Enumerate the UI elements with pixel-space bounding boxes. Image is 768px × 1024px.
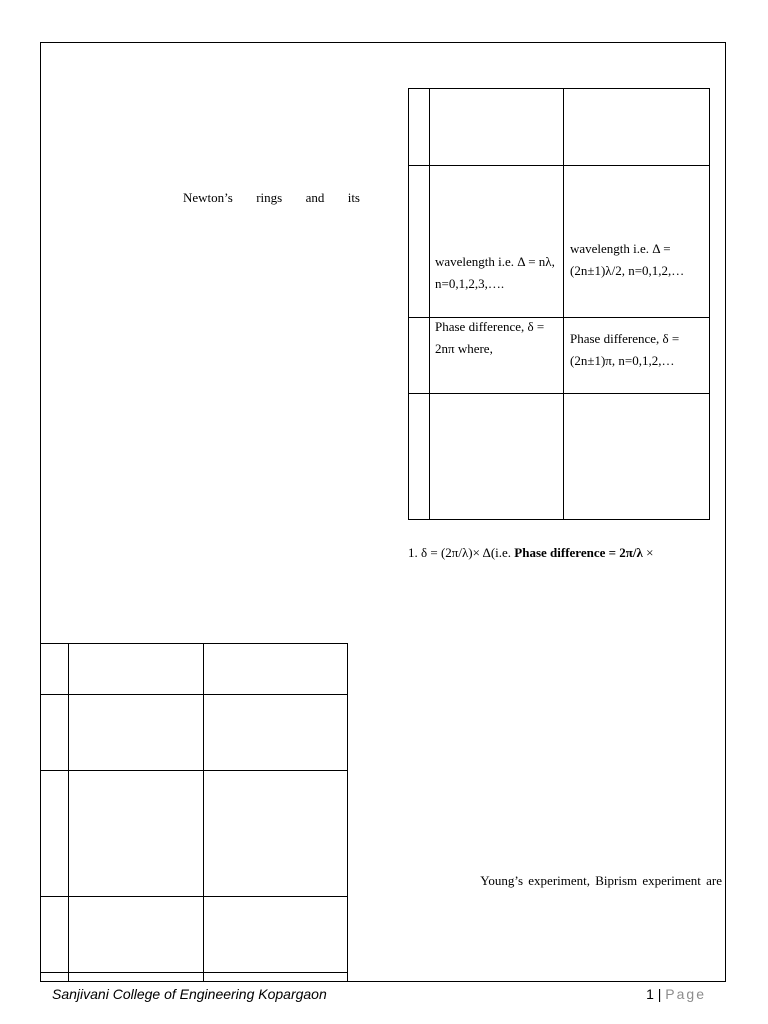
page-word: Page xyxy=(665,986,706,1002)
comparison-table-bottom xyxy=(41,643,348,982)
equation-bold: Phase difference = 2π/λ xyxy=(514,545,643,560)
page-separator: | xyxy=(657,986,662,1002)
young-experiment-line: Young’s experiment, Biprism experiment are xyxy=(480,873,722,888)
equation-suffix: × xyxy=(642,545,654,560)
word: Newton’s xyxy=(183,190,233,205)
word: and xyxy=(305,190,325,205)
newtons-rings-line xyxy=(183,190,360,206)
word: its xyxy=(347,190,360,205)
page-number xyxy=(646,986,706,1002)
cell-destructive-phase: Phase difference, δ = (2n±1)π, n=0,1,2,… xyxy=(570,331,680,368)
cell-constructive-phase: Phase difference, δ = 2nπ where, xyxy=(435,319,545,356)
equation-prefix: 1. δ = (2π/λ)× Δ(i.e. xyxy=(408,545,515,560)
cell-destructive-wavelength: wavelength i.e. Δ = (2n±1)λ/2, n=0,1,2,… xyxy=(570,241,685,278)
page-number-value: 1 xyxy=(646,986,654,1002)
comparison-table-top xyxy=(408,88,710,520)
phase-equation xyxy=(408,545,723,561)
college-name: Sanjivani College of Engineering Kopargaon xyxy=(52,986,327,1002)
word: rings xyxy=(256,190,283,205)
cell-constructive-wavelength: wavelength i.e. Δ = nλ, n=0,1,2,3,…. xyxy=(435,254,555,291)
